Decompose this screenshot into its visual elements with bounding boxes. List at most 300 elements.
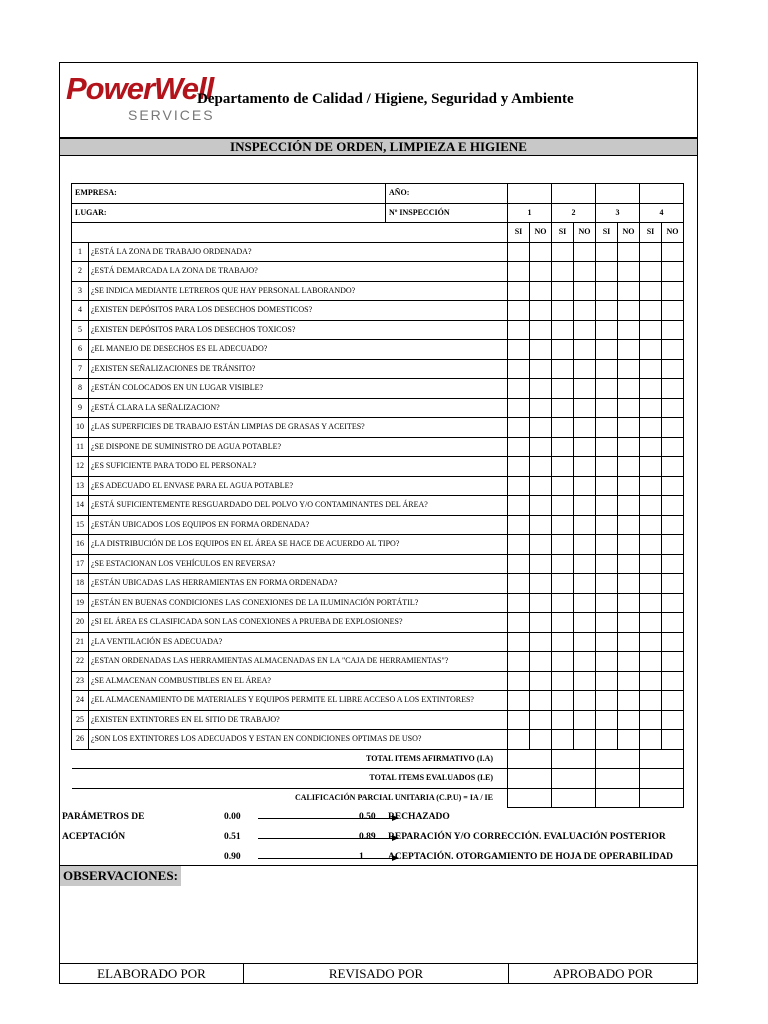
no-answer-cell[interactable] <box>574 515 596 535</box>
si-answer-cell[interactable] <box>552 281 574 301</box>
calificacion-cell[interactable] <box>596 788 640 808</box>
signature-footer <box>60 963 697 984</box>
anio-cell-4[interactable] <box>640 184 684 204</box>
si-answer-cell[interactable] <box>596 593 618 613</box>
no-answer-cell[interactable] <box>618 320 640 340</box>
question-number: 8 <box>72 379 89 399</box>
si-answer-cell[interactable] <box>596 359 618 379</box>
question-text: ¿ESTÁN UBICADAS LAS HERRAMIENTAS EN FORMA ORDENADA? <box>89 574 508 594</box>
si-answer-cell[interactable] <box>508 301 530 321</box>
param-desc-3: ACEPTACIÓN. OTORGAMIENTO DE HOJA DE OPERABILIDAD <box>388 852 674 862</box>
no-answer-cell[interactable] <box>574 379 596 399</box>
si-header: SI <box>640 223 662 243</box>
no-answer-cell[interactable] <box>530 359 552 379</box>
si-answer-cell[interactable] <box>640 398 662 418</box>
no-answer-cell[interactable] <box>530 437 552 457</box>
question-text: ¿ESTÁN UBICADOS LOS EQUIPOS EN FORMA ORDENADA? <box>89 515 508 535</box>
question-number: 13 <box>72 476 89 496</box>
si-answer-cell[interactable] <box>552 398 574 418</box>
si-answer-cell[interactable] <box>640 691 662 711</box>
si-answer-cell[interactable] <box>508 398 530 418</box>
no-answer-cell[interactable] <box>530 574 552 594</box>
si-answer-cell[interactable] <box>640 242 662 262</box>
no-answer-cell[interactable] <box>662 691 684 711</box>
no-answer-cell[interactable] <box>574 535 596 555</box>
no-answer-cell[interactable] <box>618 632 640 652</box>
no-answer-cell[interactable] <box>662 710 684 730</box>
inspeccion-number-1: 1 <box>508 203 552 223</box>
no-answer-cell[interactable] <box>662 554 684 574</box>
question-text: ¿ESTÁ SUFICIENTEMENTE RESGUARDADO DEL POLVO Y/O CONTAMINANTES DEL ÁREA? <box>89 496 508 516</box>
no-answer-cell[interactable] <box>662 671 684 691</box>
si-answer-cell[interactable] <box>596 691 618 711</box>
si-answer-cell[interactable] <box>508 379 530 399</box>
si-answer-cell[interactable] <box>552 437 574 457</box>
si-answer-cell[interactable] <box>596 730 618 750</box>
no-header: NO <box>530 223 552 243</box>
question-row <box>72 281 684 301</box>
logo-sub-text: SERVICES <box>128 107 215 123</box>
no-answer-cell[interactable] <box>530 281 552 301</box>
no-answer-cell[interactable] <box>662 613 684 633</box>
no-answer-cell[interactable] <box>618 476 640 496</box>
no-answer-cell[interactable] <box>574 593 596 613</box>
no-answer-cell[interactable] <box>618 496 640 516</box>
si-answer-cell[interactable] <box>508 320 530 340</box>
si-answer-cell[interactable] <box>596 535 618 555</box>
si-answer-cell[interactable] <box>508 457 530 477</box>
total-evaluados-label: TOTAL ITEMS EVALUADOS (I.E) <box>72 769 508 789</box>
no-answer-cell[interactable] <box>574 320 596 340</box>
anio-cell-1[interactable] <box>508 184 552 204</box>
no-answer-cell[interactable] <box>618 671 640 691</box>
si-answer-cell[interactable] <box>508 242 530 262</box>
no-answer-cell[interactable] <box>530 340 552 360</box>
si-answer-cell[interactable] <box>508 437 530 457</box>
no-answer-cell[interactable] <box>618 379 640 399</box>
question-text: ¿ES SUFICIENTE PARA TODO EL PERSONAL? <box>89 457 508 477</box>
si-answer-cell[interactable] <box>552 593 574 613</box>
si-answer-cell[interactable] <box>596 340 618 360</box>
question-row <box>72 340 684 360</box>
total-evaluados-cell[interactable] <box>508 769 552 789</box>
no-answer-cell[interactable] <box>618 457 640 477</box>
no-header: NO <box>662 223 684 243</box>
no-answer-cell[interactable] <box>662 359 684 379</box>
si-answer-cell[interactable] <box>508 418 530 438</box>
question-text: ¿ESTÁ LA ZONA DE TRABAJO ORDENADA? <box>89 242 508 262</box>
no-answer-cell[interactable] <box>574 691 596 711</box>
question-text: ¿ESTÁN EN BUENAS CONDICIONES LAS CONEXIONES DE LA ILUMINACIÓN PORTÁTIL? <box>89 593 508 613</box>
si-answer-cell[interactable] <box>552 535 574 555</box>
si-answer-cell[interactable] <box>596 379 618 399</box>
no-answer-cell[interactable] <box>530 398 552 418</box>
si-answer-cell[interactable] <box>508 262 530 282</box>
total-evaluados-cell[interactable] <box>552 769 596 789</box>
no-answer-cell[interactable] <box>662 476 684 496</box>
si-header: SI <box>508 223 530 243</box>
no-answer-cell[interactable] <box>530 593 552 613</box>
no-answer-cell[interactable] <box>574 242 596 262</box>
no-answer-cell[interactable] <box>530 535 552 555</box>
si-answer-cell[interactable] <box>508 730 530 750</box>
si-answer-cell[interactable] <box>552 710 574 730</box>
question-number: 4 <box>72 301 89 321</box>
si-answer-cell[interactable] <box>640 418 662 438</box>
si-answer-cell[interactable] <box>596 398 618 418</box>
no-answer-cell[interactable] <box>530 457 552 477</box>
no-answer-cell[interactable] <box>662 437 684 457</box>
no-answer-cell[interactable] <box>618 359 640 379</box>
anio-cell-3[interactable] <box>596 184 640 204</box>
si-answer-cell[interactable] <box>508 652 530 672</box>
si-answer-cell[interactable] <box>640 496 662 516</box>
no-answer-cell[interactable] <box>618 515 640 535</box>
si-answer-cell[interactable] <box>552 652 574 672</box>
si-answer-cell[interactable] <box>596 476 618 496</box>
si-answer-cell[interactable] <box>596 457 618 477</box>
si-answer-cell[interactable] <box>552 476 574 496</box>
no-answer-cell[interactable] <box>530 320 552 340</box>
no-answer-cell[interactable] <box>574 340 596 360</box>
total-afirmativo-cell[interactable] <box>552 749 596 769</box>
question-number: 12 <box>72 457 89 477</box>
inspeccion-number-3: 3 <box>596 203 640 223</box>
si-answer-cell[interactable] <box>508 281 530 301</box>
si-answer-cell[interactable] <box>552 730 574 750</box>
no-answer-cell[interactable] <box>574 632 596 652</box>
si-answer-cell[interactable] <box>508 691 530 711</box>
no-answer-cell[interactable] <box>662 652 684 672</box>
no-answer-cell[interactable] <box>662 535 684 555</box>
no-answer-cell[interactable] <box>530 262 552 282</box>
question-number: 19 <box>72 593 89 613</box>
revisado-por[interactable]: REVISADO POR <box>244 964 509 984</box>
no-answer-cell[interactable] <box>662 242 684 262</box>
no-answer-cell[interactable] <box>618 418 640 438</box>
si-answer-cell[interactable] <box>596 496 618 516</box>
no-answer-cell[interactable] <box>574 652 596 672</box>
si-answer-cell[interactable] <box>596 710 618 730</box>
no-answer-cell[interactable] <box>530 496 552 516</box>
no-answer-cell[interactable] <box>530 301 552 321</box>
si-answer-cell[interactable] <box>640 535 662 555</box>
total-afirmativo-cell[interactable] <box>596 749 640 769</box>
si-answer-cell[interactable] <box>640 613 662 633</box>
question-number: 10 <box>72 418 89 438</box>
question-row <box>72 593 684 613</box>
no-answer-cell[interactable] <box>574 301 596 321</box>
question-text: ¿SI EL ÁREA ES CLASIFICADA SON LAS CONEXIONES A PRUEBA DE EXPLOSIONES? <box>89 613 508 633</box>
no-answer-cell[interactable] <box>662 262 684 282</box>
calificacion-cell[interactable] <box>508 788 552 808</box>
no-answer-cell[interactable] <box>574 476 596 496</box>
si-header: SI <box>552 223 574 243</box>
no-answer-cell[interactable] <box>662 398 684 418</box>
inspection-table <box>71 183 684 808</box>
no-answer-cell[interactable] <box>662 593 684 613</box>
calificacion-cell[interactable] <box>552 788 596 808</box>
no-answer-cell[interactable] <box>662 574 684 594</box>
no-answer-cell[interactable] <box>618 535 640 555</box>
si-answer-cell[interactable] <box>552 515 574 535</box>
no-answer-cell[interactable] <box>530 652 552 672</box>
question-row <box>72 398 684 418</box>
si-answer-cell[interactable] <box>508 593 530 613</box>
si-answer-cell[interactable] <box>640 281 662 301</box>
no-answer-cell[interactable] <box>618 613 640 633</box>
no-answer-cell[interactable] <box>574 418 596 438</box>
si-answer-cell[interactable] <box>640 593 662 613</box>
question-row <box>72 515 684 535</box>
no-answer-cell[interactable] <box>662 730 684 750</box>
si-answer-cell[interactable] <box>640 359 662 379</box>
no-answer-cell[interactable] <box>618 281 640 301</box>
si-answer-cell[interactable] <box>508 632 530 652</box>
question-number: 25 <box>72 710 89 730</box>
question-row <box>72 574 684 594</box>
si-answer-cell[interactable] <box>640 457 662 477</box>
si-answer-cell[interactable] <box>552 496 574 516</box>
si-answer-cell[interactable] <box>508 613 530 633</box>
no-answer-cell[interactable] <box>618 340 640 360</box>
question-text: ¿ESTAN ORDENADAS LAS HERRAMIENTAS ALMACENADAS EN LA "CAJA DE HERRAMIENTAS"? <box>89 652 508 672</box>
si-answer-cell[interactable] <box>508 671 530 691</box>
si-answer-cell[interactable] <box>508 574 530 594</box>
no-answer-cell[interactable] <box>662 632 684 652</box>
question-text: ¿SE ALMACENAN COMBUSTIBLES EN EL ÁREA? <box>89 671 508 691</box>
si-answer-cell[interactable] <box>552 418 574 438</box>
no-answer-cell[interactable] <box>530 554 552 574</box>
no-answer-cell[interactable] <box>662 418 684 438</box>
si-answer-cell[interactable] <box>552 691 574 711</box>
si-answer-cell[interactable] <box>508 710 530 730</box>
no-answer-cell[interactable] <box>618 242 640 262</box>
question-number: 15 <box>72 515 89 535</box>
no-answer-cell[interactable] <box>530 613 552 633</box>
no-answer-cell[interactable] <box>574 554 596 574</box>
question-row <box>72 262 684 282</box>
question-number: 7 <box>72 359 89 379</box>
si-answer-cell[interactable] <box>552 340 574 360</box>
si-answer-cell[interactable] <box>596 242 618 262</box>
si-answer-cell[interactable] <box>552 320 574 340</box>
si-answer-cell[interactable] <box>508 359 530 379</box>
question-text: ¿SE ESTACIONAN LOS VEHÍCULOS EN REVERSA? <box>89 554 508 574</box>
no-answer-cell[interactable] <box>662 340 684 360</box>
si-answer-cell[interactable] <box>596 574 618 594</box>
no-answer-cell[interactable] <box>574 262 596 282</box>
question-text: ¿LAS SUPERFICIES DE TRABAJO ESTÁN LIMPIAS DE GRASAS Y ACEITES? <box>89 418 508 438</box>
no-answer-cell[interactable] <box>530 730 552 750</box>
question-text: ¿EL ALMACENAMIENTO DE MATERIALES Y EQUIPOS PERMITE EL LIBRE ACCESO A LOS EXTINTORES? <box>89 691 508 711</box>
aprobado-por[interactable]: APROBADO POR <box>552 966 654 981</box>
si-answer-cell[interactable] <box>640 301 662 321</box>
no-answer-cell[interactable] <box>662 379 684 399</box>
si-answer-cell[interactable] <box>596 613 618 633</box>
no-answer-cell[interactable] <box>530 710 552 730</box>
no-answer-cell[interactable] <box>574 437 596 457</box>
no-answer-cell[interactable] <box>574 359 596 379</box>
si-answer-cell[interactable] <box>552 301 574 321</box>
si-answer-cell[interactable] <box>596 652 618 672</box>
si-answer-cell[interactable] <box>552 262 574 282</box>
si-answer-cell[interactable] <box>640 671 662 691</box>
si-answer-cell[interactable] <box>508 535 530 555</box>
question-number: 17 <box>72 554 89 574</box>
si-answer-cell[interactable] <box>552 613 574 633</box>
total-afirmativo-cell[interactable] <box>640 749 684 769</box>
arrow-right-icon <box>258 818 398 819</box>
si-answer-cell[interactable] <box>508 340 530 360</box>
calificacion-label: CALIFICACIÓN PARCIAL UNITARIA (C.P.U) = IA / IE <box>72 788 508 808</box>
logo-main-text: PowerWell <box>66 71 214 106</box>
elaborado-por[interactable]: ELABORADO POR <box>60 964 244 984</box>
observaciones-field[interactable] <box>60 886 697 962</box>
question-number: 2 <box>72 262 89 282</box>
si-answer-cell[interactable] <box>552 554 574 574</box>
no-answer-cell[interactable] <box>530 379 552 399</box>
question-text: ¿ES ADECUADO EL ENVASE PARA EL AGUA POTABLE? <box>89 476 508 496</box>
si-answer-cell[interactable] <box>596 418 618 438</box>
observaciones-label: OBSERVACIONES: <box>60 866 181 886</box>
si-answer-cell[interactable] <box>640 340 662 360</box>
question-text: ¿EXISTEN EXTINTORES EN EL SITIO DE TRABAJO? <box>89 710 508 730</box>
si-answer-cell[interactable] <box>596 554 618 574</box>
si-answer-cell[interactable] <box>640 262 662 282</box>
question-row <box>72 437 684 457</box>
si-answer-cell[interactable] <box>552 632 574 652</box>
si-answer-cell[interactable] <box>640 320 662 340</box>
si-answer-cell[interactable] <box>640 632 662 652</box>
inspeccion-number-2: 2 <box>552 203 596 223</box>
question-text: ¿LA DISTRIBUCIÓN DE LOS EQUIPOS EN EL ÁREA SE HACE DE ACUERDO AL TIPO? <box>89 535 508 555</box>
si-answer-cell[interactable] <box>596 301 618 321</box>
no-answer-cell[interactable] <box>574 730 596 750</box>
no-answer-cell[interactable] <box>618 691 640 711</box>
si-answer-cell[interactable] <box>596 671 618 691</box>
param-to-3: 1 <box>359 852 364 862</box>
si-answer-cell[interactable] <box>508 476 530 496</box>
no-answer-cell[interactable] <box>530 515 552 535</box>
blank-header-cell <box>72 223 508 243</box>
si-answer-cell[interactable] <box>640 730 662 750</box>
si-answer-cell[interactable] <box>552 457 574 477</box>
lugar-label: LUGAR: <box>72 203 386 223</box>
no-answer-cell[interactable] <box>574 710 596 730</box>
si-answer-cell[interactable] <box>552 671 574 691</box>
question-row <box>72 535 684 555</box>
no-answer-cell[interactable] <box>618 262 640 282</box>
no-answer-cell[interactable] <box>618 437 640 457</box>
arrow-right-icon <box>258 858 398 859</box>
si-answer-cell[interactable] <box>640 574 662 594</box>
question-text: ¿EXISTEN DEPÓSITOS PARA LOS DESECHOS DOMESTICOS? <box>89 301 508 321</box>
no-answer-cell[interactable] <box>574 671 596 691</box>
question-number: 3 <box>72 281 89 301</box>
question-number: 14 <box>72 496 89 516</box>
no-answer-cell[interactable] <box>662 281 684 301</box>
arrow-right-icon <box>258 838 398 839</box>
no-answer-cell[interactable] <box>574 398 596 418</box>
si-answer-cell[interactable] <box>640 554 662 574</box>
si-answer-cell[interactable] <box>640 710 662 730</box>
si-answer-cell[interactable] <box>640 515 662 535</box>
no-answer-cell[interactable] <box>618 398 640 418</box>
si-answer-cell[interactable] <box>640 437 662 457</box>
si-answer-cell[interactable] <box>508 515 530 535</box>
si-answer-cell[interactable] <box>596 515 618 535</box>
no-answer-cell[interactable] <box>662 301 684 321</box>
total-afirmativo-cell[interactable] <box>508 749 552 769</box>
no-answer-cell[interactable] <box>662 515 684 535</box>
no-answer-cell[interactable] <box>530 671 552 691</box>
anio-cell-2[interactable] <box>552 184 596 204</box>
si-answer-cell[interactable] <box>596 632 618 652</box>
no-answer-cell[interactable] <box>530 691 552 711</box>
parametros-label-2: ACEPTACIÓN <box>62 832 126 842</box>
no-answer-cell[interactable] <box>662 457 684 477</box>
no-answer-cell[interactable] <box>618 301 640 321</box>
no-answer-cell[interactable] <box>662 496 684 516</box>
no-answer-cell[interactable] <box>574 574 596 594</box>
param-to-1: 0.50 <box>359 812 376 822</box>
total-evaluados-cell[interactable] <box>596 769 640 789</box>
si-answer-cell[interactable] <box>508 554 530 574</box>
no-answer-cell[interactable] <box>618 710 640 730</box>
total-evaluados-cell[interactable] <box>640 769 684 789</box>
no-answer-cell[interactable] <box>618 652 640 672</box>
si-answer-cell[interactable] <box>552 359 574 379</box>
no-answer-cell[interactable] <box>530 418 552 438</box>
question-row <box>72 320 684 340</box>
question-text: ¿SE DISPONE DE SUMINISTRO DE AGUA POTABLE? <box>89 437 508 457</box>
si-answer-cell[interactable] <box>640 379 662 399</box>
no-answer-cell[interactable] <box>530 242 552 262</box>
no-header: NO <box>574 223 596 243</box>
si-answer-cell[interactable] <box>640 476 662 496</box>
question-number: 18 <box>72 574 89 594</box>
si-answer-cell[interactable] <box>596 281 618 301</box>
no-answer-cell[interactable] <box>574 457 596 477</box>
question-row <box>72 691 684 711</box>
param-from-2: 0.51 <box>224 832 241 842</box>
si-answer-cell[interactable] <box>552 242 574 262</box>
no-answer-cell[interactable] <box>618 554 640 574</box>
si-answer-cell[interactable] <box>596 437 618 457</box>
calificacion-cell[interactable] <box>640 788 684 808</box>
si-answer-cell[interactable] <box>508 496 530 516</box>
si-answer-cell[interactable] <box>596 320 618 340</box>
no-answer-cell[interactable] <box>618 730 640 750</box>
no-answer-cell[interactable] <box>574 496 596 516</box>
no-answer-cell[interactable] <box>530 476 552 496</box>
si-answer-cell[interactable] <box>552 379 574 399</box>
no-answer-cell[interactable] <box>618 593 640 613</box>
no-answer-cell[interactable] <box>574 613 596 633</box>
no-answer-cell[interactable] <box>618 574 640 594</box>
empresa-label: EMPRESA: <box>72 184 386 204</box>
no-answer-cell[interactable] <box>530 632 552 652</box>
si-answer-cell[interactable] <box>596 262 618 282</box>
question-text: ¿SON LOS EXTINTORES LOS ADECUADOS Y ESTAN EN CONDICIONES OPTIMAS DE USO? <box>89 730 508 750</box>
question-number: 16 <box>72 535 89 555</box>
question-number: 26 <box>72 730 89 750</box>
no-answer-cell[interactable] <box>574 281 596 301</box>
no-answer-cell[interactable] <box>662 320 684 340</box>
si-answer-cell[interactable] <box>552 574 574 594</box>
si-answer-cell[interactable] <box>640 652 662 672</box>
